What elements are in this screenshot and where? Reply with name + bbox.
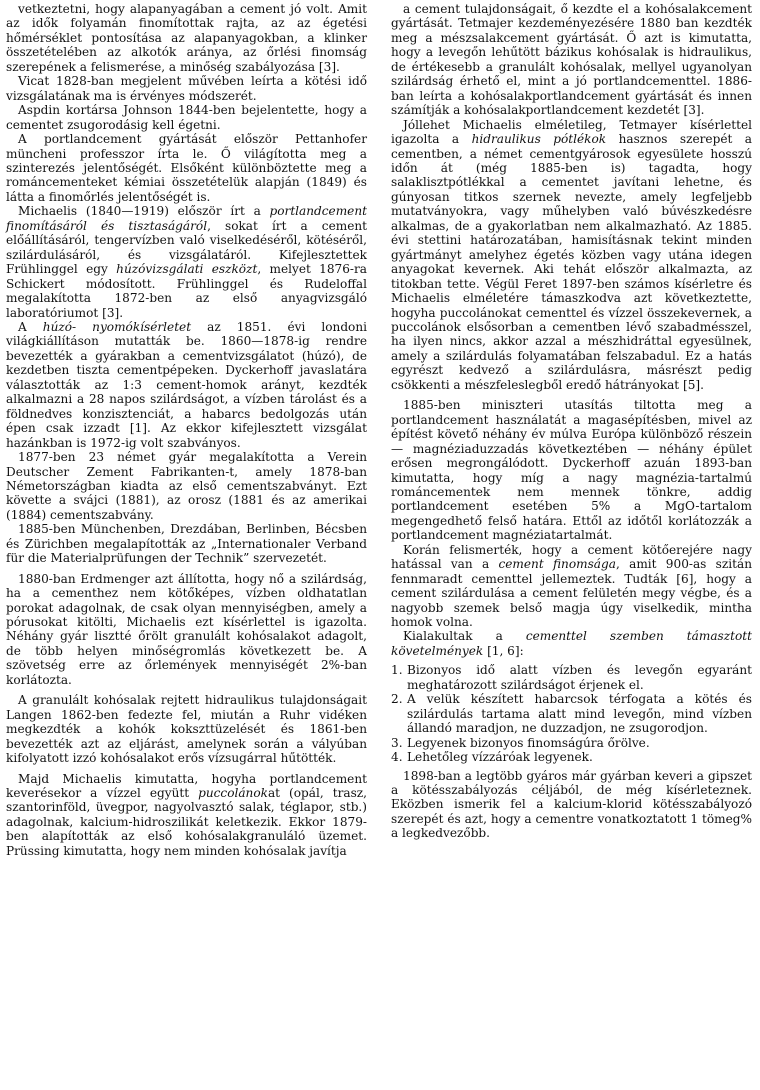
text-run: Aspdin kortársa Johnson 1844-ben bejelentette, hogy a cementet zsugorodásig kell égetni. [6,103,367,132]
closing-paragraph [391,769,752,841]
text-run: , melyet 1876-ra Schickert módosított. Frühlinggel és Rudeloffal megalakította 1872-ben az első anyagvizsgáló laboratóriumot [3]. [6,262,368,320]
left-paragraph [6,572,367,688]
requirement-number: 1. [391,663,403,678]
right-paragraph [391,543,752,630]
left-paragraph [6,204,367,320]
left-paragraph [6,2,367,74]
italic-term: húzó- nyomókísérletet [42,319,192,334]
left-paragraph [6,450,367,522]
italic-term: hidraulikus pótlékok [471,132,607,147]
requirement-number: 3. [391,735,403,750]
requirement-text: Lehetőleg vízzáróak legyenek. [407,750,593,765]
text-run: Kialakultak a [403,629,526,644]
text-run: 1898-ban a legtöbb gyáros már gyárban keveri a gipszet a kötésszabályozás céljából, de még kísérleteznek. Eközben ismerik fel a kalcium-klorid kötésszabályozó szerepét és azt, hogy a cementre vonatkoztatott 1 tömeg% a legkedvezőbb. [391,768,752,841]
text-run: Korán felismerték, hogy a cement kötőerejére nagy hatással van a [391,542,752,572]
text-run: , sokat írt a cement előállításáról, tengervízben való viselkedéséről, kötéséről, szilárdulásáról, és vizsgálatáról. Kifejlesztettek Frühlinggel egy [6,218,368,277]
text-run: Vicat 1828-ban megjelent művében leírta a kötési idő vizsgálatának ma is érvényes módszerét. [6,74,367,103]
italic-term: húzóvizsgálati eszközt [116,262,258,277]
text-run: Majd Michaelis kimutatta, hogyha portlandcement keverésekor a vízzel együtt [6,771,367,801]
left-paragraph [6,103,367,132]
italic-term: portlandcement finomításáról és tisztaságáról [6,204,367,233]
requirement-text: A velük készített habarcsok térfogata a kötés és szilárdulás tartama alatt mind levegőn, mind vízben állandó maradjon, ne duzzadjon, ne zsugorodjon. [407,692,752,736]
requirement-item [391,736,752,750]
requirement-item [391,692,752,735]
right-paragraph [391,629,752,658]
italic-term: cement finomsága [498,557,616,572]
text-run: , amit 900-as szitán fennmaradt cementtel jellemeztek. Tudták [6], hogy a cement szilárdulása a cement felületén megy végbe, és a nagyobb szemek belső magja úgy viselkedik, mintha homok volna. [391,557,752,630]
requirement-number: 2. [391,692,403,707]
left-paragraph [6,74,367,103]
text-run: vetkeztetni, hogy alapanyagában a cement jó volt. Amit az idők folyamán finomítottak rajta, az az égetési hőmérséklet pontosítása az alapanyagokban, a klinker összetételében az alkotók aránya, az őrlési finomság szerepének a felismerése, a minőség szabályozása [3]. [6,2,367,74]
text-run: 1885-ben miniszteri utasítás tiltotta meg a portlandcement használatát a magasépítésben, mivel az építést követő néhány év múlva Európa különböző részein — magnéziaduzzadás következtében — néhány épület erősen megrongálódott. Dyckerhoff azuán 1893-ban kimutatta, hogy míg a nagy magnézia-tartalmú románcementek nem mennek tönkre, addig portlandcement esetében 5% a MgO-tartalom megengedhető felső határa. Ettől az időtől korlátozzák a portlandcement magnéziatartalmát. [391,398,752,543]
text-run: A portlandcement gyártását először Pettanhofer müncheni professzor írta le. Ő világította meg a szinterezés jelentőségét. Elsőként különböztette meg a románcementeket kémiai összetételük alapján (1849) és látta a finomőrlés jelentőségét is. [6,132,367,204]
text-run: hasznos szerepét a cementben, a német cementgyárosok egyesülete hosszú időn át (még 1885-ben is) tagadta, hogy salaklisztpótlékkal a cementet javítani lehetne, és gúnyosan titkos szernek nevezte, amely legfeljebb mutatványokra, vagy műhelyben való búvészkedésre alkalmas, de a gyakorlatban nem alkalmazható. Az 1885. évi stettini határozatában, hamisításnak tekint minden gyártmányt amelyhez égetés közben vagy utána idegen anyagokat kevernek. Aki tehát először alkalmazta, az titokban tette. Végül Feret 1897-ben számos kísérletre és Michaelis elméletére támaszkodva azt következtette, hogyha puccolánokat cementtel és vízzel összekevernek, a puccolánok elsősorban a cementben lévő szabadmésszel, ha ilyen nincs, akkor azzal a mészhidráttal egyesülnek, amely a szilárdulás folyamatában felszabadul. Ez a hatás egyrészt kedvező a szilárdulásra, másrészt pedig csökkenti a mészfeleslegből eredő hátrányokat [5]. [391,132,753,392]
left-paragraph [6,772,367,859]
italic-term: puccolánok [198,786,268,801]
requirement-text: Legyenek bizonyos finomságúra őrölve. [407,735,650,750]
requirement-item [391,750,752,764]
requirement-number: 4. [391,750,403,765]
text-run: 1885-ben Münchenben, Drezdában, Berlinben, Bécsben és Zürichben megalapították az „Internationaler Verband für die Materialprüfungen der Technik” szervezetét. [6,522,367,566]
text-run: 1880-ban Erdmenger azt állította, hogy nő a szilárdság, ha a cementhez nem kötőképes, vízben oldhatatlan porokat adagolnak, de csak olyan mennyiségben, amely a pórusokat kitölti, Michaelis ezt kísérlettel is igazolta. Néhány gyár lisztté őrölt granulált kohósalakot adagolt, de több helyen minőségromlás következett be. A szövetség erre az őrlemények mennyiségét 2%-ban korlátozta. [6,571,367,687]
left-paragraph [6,693,367,765]
text-run: A [18,319,43,334]
text-run: 1877-ben 23 német gyár megalakította a Verein Deutscher Zement Fabrikanten-t, amely 1878-ban Németországban kiadta az első cementszabványt. Ezt követte a svájci (1881), az orosz (1881 és az amerikai (1884) cementszabvány. [6,450,367,522]
italic-term: cementtel szemben támasztott követelmények [391,629,752,658]
text-run: Michaelis (1840—1919) először írt a [18,204,270,219]
requirements-list [391,663,752,764]
right-paragraph [391,118,752,393]
text-run: [1, 6]: [483,643,524,658]
text-run: az 1851. évi londoni világkiállításon mutatták be. 1860—1878-ig rendre bevezették a gyárakban a cementvizsgálatot (húzó), de kezdetben tiszta cementpépeken. Dyckerhoff javaslatára választották az 1:3 cement-homok arányt, kezdték alkalmazni a 28 napos szilárdságot, a vízben tárolást és a földnedves konzisztenciát, a habarcs bedolgozás után épen csak izzadt [1]. Az ekkor kifejlesztett vizsgálat hazánkban is 1972-ig volt szabványos. [6,319,367,450]
left-paragraph [6,522,367,565]
requirement-text: Bizonyos idő alatt vízben és levegőn egyaránt meghatározott szilárdságot érjenek el. [407,663,752,692]
text-run: a cement tulajdonságait, ő kezdte el a kohósalakcement gyártását. Tetmajer kezdeményezésére 1880 ban kezdték meg a mészsalakcement gyártását. Ő azt is kimutatta, hogy a levegőn lehűtött bázikus kohósalak is hidraulikus, de értékesebb a granulált kohósalak, mellyel ugyanolyan szilárdság érhető el, mint a jó portlandcementtel. 1886-ban leírta a kohósalakportlandcement gyártását és innen számítják a kohósalakportlandcement kezdetét [3]. [391,2,752,118]
right-paragraph [391,398,752,543]
left-paragraph [6,320,367,450]
closing-paragraphs [391,769,752,841]
requirement-item [391,663,752,692]
text-run: at (opál, trasz, szantorinföld, üvegpor, nagyolvasztó salak, téglapor, stb.) adagolnak, kalcium-hidroszilikát keletkezik. Ekkor 1879-ben alapították az első kohósalakgranuláló üzemet. Prüssing kimutatta, hogy nem minden kohósalak javítja [6,786,367,858]
text-run: A granulált kohósalak rejtett hidraulikus tulajdonságait Langen 1862-ben fedezte fel, miután a Ruhr vidéken megkezdték a kohók kokszttüzelését és 1861-ben bevezették azt az eljárást, amelynek során a vályúban kifolyatott izzó kohósalakot erős vízsugárral hűtötték. [6,693,367,766]
right-paragraphs [391,2,752,658]
text-run: Jóllehet Michaelis elméletileg, Tetmayer kísérlettel igazolta a [391,117,752,147]
left-column [6,2,367,1090]
right-paragraph [391,2,752,118]
right-column [391,2,752,1090]
left-paragraph [6,132,367,204]
